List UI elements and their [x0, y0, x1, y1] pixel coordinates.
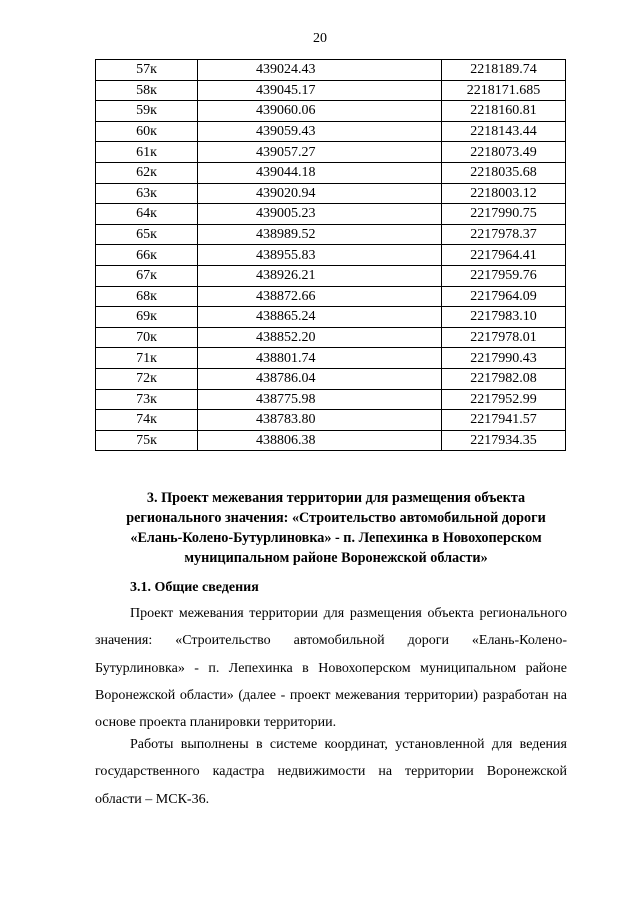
point-id-cell: 66к: [96, 245, 198, 266]
subsection-title: 3.1. Общие сведения: [130, 580, 259, 595]
y-coordinate-cell: 2217983.10: [442, 307, 566, 328]
x-coordinate-cell: 439045.17: [198, 80, 442, 101]
x-coordinate-cell: 438852.20: [198, 327, 442, 348]
table-row: [96, 430, 566, 451]
point-id-cell: 61к: [96, 142, 198, 163]
table-row: [96, 389, 566, 410]
table-row: [96, 368, 566, 389]
table-row: [96, 286, 566, 307]
y-coordinate-cell: 2218160.81: [442, 101, 566, 122]
point-id-cell: 67к: [96, 265, 198, 286]
x-coordinate-cell: 438926.21: [198, 265, 442, 286]
table-row: [96, 80, 566, 101]
point-id-cell: 58к: [96, 80, 198, 101]
table-row: [96, 121, 566, 142]
table-row: [96, 224, 566, 245]
paragraph-2-text: Работы выполнены в системе координат, установленной для ведения государственного кадастра недвижимости на территории Воронежской области – МСК-36.: [95, 737, 567, 807]
y-coordinate-cell: 2217934.35: [442, 430, 566, 451]
coordinates-table-body: [96, 60, 566, 451]
table-row: [96, 265, 566, 286]
y-coordinate-cell: 2217941.57: [442, 410, 566, 431]
x-coordinate-cell: 438786.04: [198, 368, 442, 389]
x-coordinate-cell: 439060.06: [198, 101, 442, 122]
x-coordinate-cell: 439059.43: [198, 121, 442, 142]
point-id-cell: 71к: [96, 348, 198, 369]
section-title: 3. Проект межевания территории для размещения объекта регионального значения: «Строительство автомобильной дороги «Елань-Колено-Бутурлиновка» - п. Лепехинка в Новохоперском муниципальном районе Воронежской области»: [126, 490, 546, 566]
y-coordinate-cell: 2218189.74: [442, 60, 566, 81]
table-row: [96, 245, 566, 266]
y-coordinate-cell: 2217978.37: [442, 224, 566, 245]
x-coordinate-cell: 438955.83: [198, 245, 442, 266]
y-coordinate-cell: 2217964.09: [442, 286, 566, 307]
table-row: [96, 101, 566, 122]
point-id-cell: 69к: [96, 307, 198, 328]
x-coordinate-cell: 438775.98: [198, 389, 442, 410]
table-row: [96, 327, 566, 348]
x-coordinate-cell: 438806.38: [198, 430, 442, 451]
table-row: [96, 183, 566, 204]
point-id-cell: 73к: [96, 389, 198, 410]
paragraph-1-text: Проект межевания территории для размещения объекта регионального значения: «Строительство автомобильной дороги «Елань-Колено-Бутурлиновка» - п. Лепехинка в Новохоперском муниципальном районе Воронежской области» (далее - проект межевания территории) разработан на основе проекта планировки территории.: [95, 606, 567, 731]
x-coordinate-cell: 439057.27: [198, 142, 442, 163]
point-id-cell: 60к: [96, 121, 198, 142]
table-row: [96, 142, 566, 163]
point-id-cell: 72к: [96, 368, 198, 389]
y-coordinate-cell: 2218003.12: [442, 183, 566, 204]
x-coordinate-cell: 438872.66: [198, 286, 442, 307]
x-coordinate-cell: 439044.18: [198, 162, 442, 183]
y-coordinate-cell: 2217952.99: [442, 389, 566, 410]
point-id-cell: 59к: [96, 101, 198, 122]
y-coordinate-cell: 2217990.43: [442, 348, 566, 369]
y-coordinate-cell: 2217978.01: [442, 327, 566, 348]
table-row: [96, 162, 566, 183]
y-coordinate-cell: 2218171.685: [442, 80, 566, 101]
point-id-cell: 64к: [96, 204, 198, 225]
y-coordinate-cell: 2217990.75: [442, 204, 566, 225]
table-row: [96, 348, 566, 369]
table-row: [96, 204, 566, 225]
y-coordinate-cell: 2217964.41: [442, 245, 566, 266]
point-id-cell: 62к: [96, 162, 198, 183]
x-coordinate-cell: 438801.74: [198, 348, 442, 369]
x-coordinate-cell: 439020.94: [198, 183, 442, 204]
x-coordinate-cell: 439005.23: [198, 204, 442, 225]
y-coordinate-cell: 2217959.76: [442, 265, 566, 286]
table-row: [96, 410, 566, 431]
x-coordinate-cell: 438865.24: [198, 307, 442, 328]
point-id-cell: 68к: [96, 286, 198, 307]
paragraph-1: [95, 600, 567, 736]
point-id-cell: 63к: [96, 183, 198, 204]
coordinates-table: [95, 59, 566, 451]
point-id-cell: 75к: [96, 430, 198, 451]
paragraph-2: [95, 731, 567, 813]
point-id-cell: 65к: [96, 224, 198, 245]
x-coordinate-cell: 439024.43: [198, 60, 442, 81]
x-coordinate-cell: 438783.80: [198, 410, 442, 431]
table-row: [96, 307, 566, 328]
y-coordinate-cell: 2218073.49: [442, 142, 566, 163]
point-id-cell: 74к: [96, 410, 198, 431]
y-coordinate-cell: 2218143.44: [442, 121, 566, 142]
page-number: 20: [313, 31, 327, 46]
point-id-cell: 57к: [96, 60, 198, 81]
y-coordinate-cell: 2217982.08: [442, 368, 566, 389]
x-coordinate-cell: 438989.52: [198, 224, 442, 245]
y-coordinate-cell: 2218035.68: [442, 162, 566, 183]
point-id-cell: 70к: [96, 327, 198, 348]
table-row: [96, 60, 566, 81]
